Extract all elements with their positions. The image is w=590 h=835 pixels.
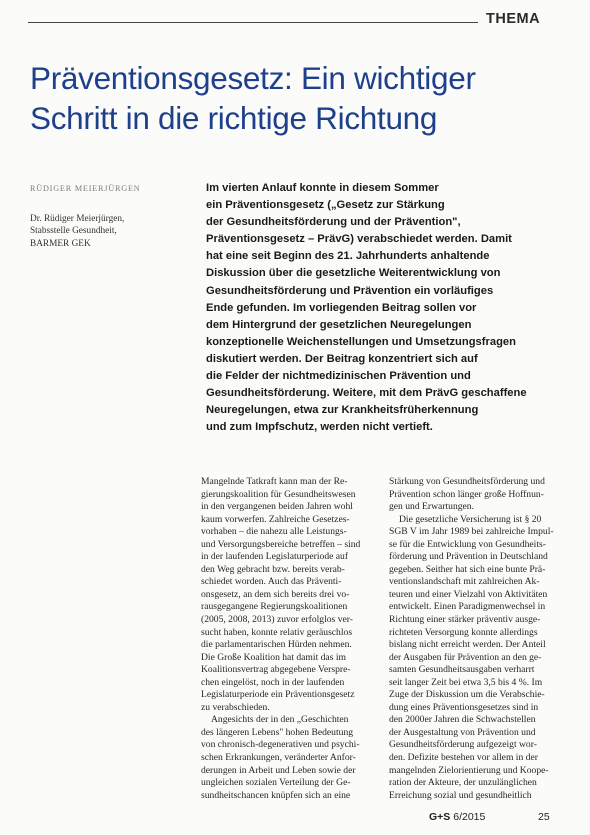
body-text-line: vorhaben – die nahezu alle Leistungs- [201, 526, 347, 538]
lead-line: Diskussion über die gesetzliche Weiterentwicklung von [206, 267, 501, 280]
body-text-line: mangelnden Zielorientierung und Koope- [389, 764, 549, 776]
body-text-line: teuren und einer Vielzahl von Aktivitäten [389, 588, 548, 600]
body-text-line: Koalitionsvertrag abgegebene Verspre- [201, 664, 351, 676]
lead-line: diskutiert werden. Der Beitrag konzentriert sich auf [206, 352, 478, 365]
body-text-line: bislang nicht erreicht werden. Der Anteil [389, 639, 546, 651]
body-text-line: derungen in Arbeit und Leben sowie der [201, 764, 356, 776]
section-label: THEMA [486, 11, 541, 27]
body-text-line: dung eines Präventionsgesetzes sind in [389, 701, 539, 713]
lead-line: konzeptionelle Weichenstellungen und Umsetzungsfragen [206, 335, 516, 348]
body-text-line: onsgesetz, an dem sich bereits drei vo- [201, 588, 350, 600]
lead-line: Im vierten Anlauf konnte in diesem Sommer [206, 182, 439, 194]
page-number: 25 [538, 811, 550, 823]
affiliation-line: BARMER GEK [30, 238, 91, 249]
lead-line: Gesundheitsförderung und Prävention ein vorläufiges [206, 284, 494, 297]
body-text-line: in den vergangenen beiden Jahren wohl [201, 501, 353, 513]
body-text-line: Legislaturperiode ein Präventionsgesetz [201, 689, 355, 701]
article-title [30, 58, 570, 138]
title-line: Präventionsgesetz: Ein wichtiger [30, 60, 476, 96]
body-text-line: den. Defizite bestehen vor allem in der [389, 752, 538, 764]
body-text-line: richteten Versorgung konnte allerdings [389, 626, 538, 638]
lead-line: hat eine seit Beginn des 21. Jahrhunderts anhaltende [206, 250, 490, 263]
body-text-line: Stärkung von Gesundheitsförderung und [389, 476, 545, 487]
body-text-line: gegeben. Seither hat sich eine bunte Prä- [389, 563, 546, 575]
author-affiliation [30, 213, 170, 250]
lead-line: Präventionsgesetz – PrävG) verabschiedet werden. Damit [206, 233, 512, 246]
lead-line: Neuregelungen, etwa zur Krankheitsfrüherkennung [206, 404, 479, 417]
body-text-line: sundheitschancen knüpfen sich an eine [201, 789, 351, 801]
lead-line: der Gesundheitsförderung und der Prävention", [206, 216, 461, 229]
magazine-name: G+S [429, 811, 451, 823]
author-name: RÜDIGER MEIERJÜRGEN [30, 184, 141, 193]
body-text-line: der Ausgaben für Prävention an den ge- [389, 651, 542, 663]
body-text-line: ration der Akteure, der unzulänglichen [389, 777, 537, 789]
title-line: Schritt in die richtige Richtung [30, 100, 438, 136]
body-text-line: Angesichts der in den „Geschichten [211, 714, 349, 726]
header-rule [28, 22, 478, 23]
body-text-line: den 2000er Jahren die Schwachstellen [389, 714, 536, 726]
lead-line: Gesundheitsförderung. Weitere, mit dem PrävG geschaffene [206, 387, 527, 400]
lead-paragraph [206, 180, 576, 436]
body-text-line: gierungskoalition für Gesundheitswesen [201, 488, 356, 500]
body-text-line: Gesundheitsförderung aufgezeigt wor- [389, 739, 537, 751]
body-text-line: rausgegangene Regierungskoalitionen [201, 601, 348, 613]
body-text-line: schen Erkrankungen, veränderter Anfor- [201, 752, 356, 764]
body-text-line: chen eingelöst, noch in der laufenden [201, 676, 345, 688]
body-text-line: sucht haben, konnte relativ geräuschlos [201, 626, 353, 638]
lead-line: Ende gefunden. Im vorliegenden Beitrag sollen vor [206, 301, 477, 314]
body-text-line: SGB V im Jahr 1989 bei zahlreiche Impul- [389, 526, 554, 538]
page-footer [429, 811, 485, 823]
body-text-line: Erreichung sozial und gesundheitlich [389, 789, 532, 801]
body-text-line: und Versorgungsbereiche betreffen – sind [201, 538, 361, 550]
body-text-line: kaum vorwerfen. Zahlreiche Gesetzes- [201, 513, 350, 525]
body-text-line: Mangelnde Tatkraft kann man der Re- [201, 476, 348, 487]
issue-number: 6/2015 [453, 811, 486, 823]
body-text-line: in der laufenden Legislaturperiode auf [201, 551, 349, 563]
body-text-line: Die Große Koalition hat damit das im [201, 651, 346, 663]
body-text-line: von chronisch-degenerativen und psychi- [201, 739, 360, 751]
body-text-line: des längeren Lebens" hohen Bedeutung [201, 726, 354, 738]
body-column-right [389, 476, 570, 802]
lead-line: und zum Impfschutz, werden nicht vertieft. [206, 421, 433, 434]
body-text-line: Prävention schon länger große Hoffnun- [389, 488, 544, 500]
body-text-line: ungleichen sozialen Verteilung der Ge- [201, 777, 351, 789]
body-text-line: schiedet worden. Auch das Präventi- [201, 576, 342, 588]
lead-line: dem Hintergrund der gesetzlichen Neuregelungen [206, 318, 472, 331]
body-text-line: ventionslandschaft mit zahlreichen Ak- [389, 576, 540, 588]
body-text-line: zu verabschieden. [201, 701, 270, 713]
body-text-line: die parlamentarischen Hürden nehmen. [201, 639, 352, 651]
body-text-line: (2005, 2008, 2013) zuvor erfolglos ver- [201, 614, 353, 626]
body-text-line: entwickelt. Einen Paradigmenwechsel in [389, 601, 546, 613]
affiliation-line: Stabsstelle Gesundheit, [30, 226, 117, 237]
body-text-line: Zuge der Diskussion um die Verabschie- [389, 689, 545, 701]
body-column-left [201, 476, 382, 802]
body-text-line: samten Gesundheitsausgaben verharrt [389, 664, 535, 676]
body-text-line: seit langer Zeit bei etwa 3,5 bis 4 %. Im [389, 676, 543, 688]
body-text-line: der Ausgestaltung von Prävention und [389, 726, 536, 738]
body-text-line: den Weg gebracht bzw. bereits verab- [201, 563, 345, 575]
affiliation-line: Dr. Rüdiger Meierjürgen, [30, 214, 125, 224]
lead-line: die Felder der nichtmedizinischen Prävention und [206, 370, 471, 383]
body-text-line: se für die Entwicklung von Gesundheits- [389, 538, 546, 550]
body-text-line: gen und Erwartungen. [389, 501, 474, 513]
lead-line: ein Präventionsgesetz („Gesetz zur Stärkung [206, 199, 445, 212]
body-text-line: Die gesetzliche Versicherung ist § 20 [399, 513, 542, 525]
body-text-line: förderung und Prävention in Deutschland [389, 551, 548, 563]
body-text-line: Richtung einer stärker präventiv ausge- [389, 614, 541, 626]
